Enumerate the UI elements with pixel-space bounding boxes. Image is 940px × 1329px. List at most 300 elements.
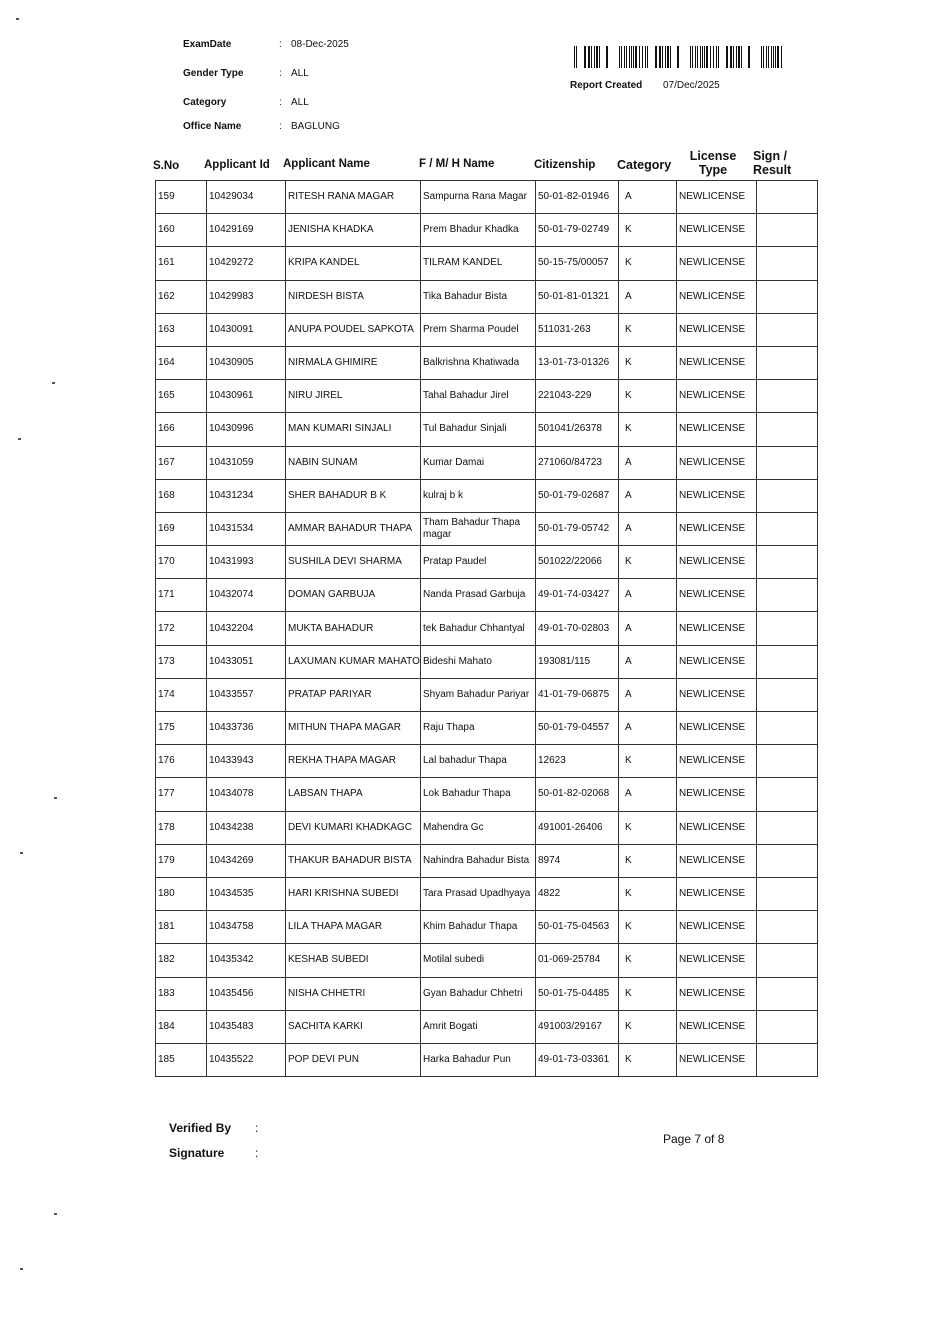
sno-cell: 174	[156, 678, 207, 711]
citizenship-cell: 12623	[536, 745, 619, 778]
sign-result-cell	[757, 313, 818, 346]
applicant-name-cell: KESHAB SUBEDI	[286, 944, 421, 977]
applicant-id-cell: 10430961	[207, 380, 286, 413]
license-type-cell: NEWLICENSE	[677, 181, 757, 214]
barcode-bar	[647, 46, 648, 68]
applicant-name-cell: NISHA CHHETRI	[286, 977, 421, 1010]
table-row	[156, 380, 818, 413]
applicant-name-cell: LABSAN THAPA	[286, 778, 421, 811]
applicant-id-cell: 10430996	[207, 413, 286, 446]
applicant-id-cell: 10431993	[207, 546, 286, 579]
citizenship-cell: 50-01-75-04563	[536, 911, 619, 944]
license-type-cell: NEWLICENSE	[677, 313, 757, 346]
license-type-cell: NEWLICENSE	[677, 247, 757, 280]
gender-type-field: Gender Type : ALL	[183, 68, 309, 79]
citizenship-cell: 491003/29167	[536, 1010, 619, 1043]
category-cell: A	[619, 579, 677, 612]
category-cell: A	[619, 446, 677, 479]
barcode-bar	[606, 46, 608, 68]
fmh-name-cell: Nanda Prasad Garbuja	[421, 579, 536, 612]
fmh-name-cell: Lal bahadur Thapa	[421, 745, 536, 778]
category-cell: A	[619, 612, 677, 645]
applicant-name-cell: POP DEVI PUN	[286, 1043, 421, 1076]
applicant-id-cell: 10435342	[207, 944, 286, 977]
barcode-bar	[662, 46, 663, 68]
category-cell: K	[619, 380, 677, 413]
applicant-id-cell: 10434078	[207, 778, 286, 811]
category-cell: K	[619, 745, 677, 778]
barcode-bar	[588, 46, 590, 68]
applicant-id-cell: 10434758	[207, 911, 286, 944]
table-row	[156, 811, 818, 844]
applicant-table	[155, 180, 818, 1077]
sign-result-cell	[757, 811, 818, 844]
table-row	[156, 712, 818, 745]
sno-cell: 180	[156, 877, 207, 910]
barcode-bar	[710, 46, 711, 68]
sno-cell: 182	[156, 944, 207, 977]
category-cell: A	[619, 778, 677, 811]
exam-date-value: 08-Dec-2025	[291, 39, 349, 50]
barcode-bar	[718, 46, 719, 68]
gender-type-value: ALL	[291, 68, 309, 79]
table-row	[156, 877, 818, 910]
table-row	[156, 911, 818, 944]
fmh-name-cell: Tika Bahadur Bista	[421, 280, 536, 313]
sign-result-cell	[757, 778, 818, 811]
citizenship-cell: 01-069-25784	[536, 944, 619, 977]
license-type-cell: NEWLICENSE	[677, 977, 757, 1010]
license-type-cell: NEWLICENSE	[677, 546, 757, 579]
license-type-cell: NEWLICENSE	[677, 512, 757, 545]
barcode-bar	[629, 46, 630, 68]
applicant-name-cell: LAXUMAN KUMAR MAHATO	[286, 645, 421, 678]
table-row	[156, 214, 818, 247]
sno-cell: 177	[156, 778, 207, 811]
applicant-id-cell: 10431059	[207, 446, 286, 479]
applicant-id-cell: 10430091	[207, 313, 286, 346]
citizenship-cell: 50-01-82-01946	[536, 181, 619, 214]
license-type-cell: NEWLICENSE	[677, 745, 757, 778]
table-row	[156, 181, 818, 214]
applicant-id-cell: 10433736	[207, 712, 286, 745]
barcode-bar	[639, 46, 640, 68]
citizenship-cell: 49-01-74-03427	[536, 579, 619, 612]
barcode-bar	[667, 46, 669, 68]
scan-speck	[20, 1268, 23, 1270]
applicant-name-cell: MITHUN THAPA MAGAR	[286, 712, 421, 745]
barcode-bar	[738, 46, 740, 68]
sign-result-cell	[757, 745, 818, 778]
citizenship-cell: 49-01-73-03361	[536, 1043, 619, 1076]
table-row	[156, 844, 818, 877]
applicant-id-cell: 10434269	[207, 844, 286, 877]
barcode	[574, 46, 785, 68]
sno-cell: 163	[156, 313, 207, 346]
fmh-name-cell: kulraj b k	[421, 479, 536, 512]
barcode-bar	[700, 46, 701, 68]
barcode-bar	[677, 46, 679, 68]
citizenship-cell: 501041/26378	[536, 413, 619, 446]
citizenship-cell: 50-01-79-02749	[536, 214, 619, 247]
applicant-id-cell: 10435456	[207, 977, 286, 1010]
fmh-name-cell: Nahindra Bahadur Bista	[421, 844, 536, 877]
table-row	[156, 944, 818, 977]
fmh-name-cell: Pratap Paudel	[421, 546, 536, 579]
fmh-name-cell: Motilal subedi	[421, 944, 536, 977]
fmh-name-cell: Sampurna Rana Magar	[421, 181, 536, 214]
barcode-bar	[584, 46, 586, 68]
barcode-bar	[631, 46, 632, 68]
citizenship-cell: 49-01-70-02803	[536, 612, 619, 645]
barcode-bar	[690, 46, 691, 68]
sign-result-cell	[757, 214, 818, 247]
applicant-id-cell: 10434238	[207, 811, 286, 844]
barcode-bar	[766, 46, 767, 68]
category-cell: A	[619, 678, 677, 711]
category-cell: K	[619, 546, 677, 579]
applicant-id-cell: 10429034	[207, 181, 286, 214]
fmh-name-cell: Harka Bahadur Pun	[421, 1043, 536, 1076]
applicant-name-cell: MAN KUMARI SINJALI	[286, 413, 421, 446]
license-type-cell: NEWLICENSE	[677, 579, 757, 612]
license-type-cell: NEWLICENSE	[677, 380, 757, 413]
applicant-name-cell: HARI KRISHNA SUBEDI	[286, 877, 421, 910]
sign-result-cell	[757, 712, 818, 745]
sign-result-cell	[757, 380, 818, 413]
category-cell: K	[619, 413, 677, 446]
sign-result-cell	[757, 911, 818, 944]
citizenship-cell: 50-01-82-02068	[536, 778, 619, 811]
barcode-bar	[702, 46, 703, 68]
category-cell: K	[619, 346, 677, 379]
sno-cell: 160	[156, 214, 207, 247]
barcode-bar	[692, 46, 693, 68]
fmh-name-cell: Lok Bahadur Thapa	[421, 778, 536, 811]
applicant-name-cell: ANUPA POUDEL SAPKOTA	[286, 313, 421, 346]
citizenship-cell: 50-01-81-01321	[536, 280, 619, 313]
category-cell: A	[619, 712, 677, 745]
signature-label: Signature	[169, 1146, 225, 1160]
exam-date-field: ExamDate : 08-Dec-2025	[183, 39, 349, 50]
citizenship-cell: 50-15-75/00057	[536, 247, 619, 280]
sno-cell: 171	[156, 579, 207, 612]
sno-cell: 161	[156, 247, 207, 280]
sign-result-cell	[757, 844, 818, 877]
col-header-applicant-id: Applicant Id	[204, 159, 270, 171]
license-type-cell: NEWLICENSE	[677, 612, 757, 645]
barcode-bar	[594, 46, 595, 68]
table-row	[156, 1043, 818, 1076]
report-created-label: Report Created	[570, 80, 643, 91]
category-cell: A	[619, 280, 677, 313]
barcode-bar	[773, 46, 774, 68]
applicant-name-cell: NIRDESH BISTA	[286, 280, 421, 313]
barcode-bar	[670, 46, 671, 68]
citizenship-cell: 4822	[536, 877, 619, 910]
sign-result-cell	[757, 977, 818, 1010]
office-name-label: Office Name	[183, 121, 242, 132]
barcode-bar	[781, 46, 782, 68]
fmh-name-cell: Gyan Bahadur Chhetri	[421, 977, 536, 1010]
license-type-cell: NEWLICENSE	[677, 1010, 757, 1043]
fmh-name-cell: Prem Sharma Poudel	[421, 313, 536, 346]
applicant-id-cell: 10430905	[207, 346, 286, 379]
license-type-cell: NEWLICENSE	[677, 446, 757, 479]
sign-result-cell	[757, 280, 818, 313]
barcode-bar	[777, 46, 779, 68]
license-type-cell: NEWLICENSE	[677, 944, 757, 977]
sno-cell: 159	[156, 181, 207, 214]
sign-result-cell	[757, 1043, 818, 1076]
applicant-id-cell: 10433051	[207, 645, 286, 678]
sign-result-cell	[757, 877, 818, 910]
citizenship-cell: 511031-263	[536, 313, 619, 346]
col-header-applicant-name: Applicant Name	[283, 158, 370, 170]
col-header-sign-result: Sign / Result	[753, 149, 792, 177]
applicant-name-cell: RITESH RANA MAGAR	[286, 181, 421, 214]
sno-cell: 169	[156, 512, 207, 545]
applicant-name-cell: REKHA THAPA MAGAR	[286, 745, 421, 778]
sign-result-cell	[757, 512, 818, 545]
category-cell: K	[619, 1010, 677, 1043]
signature: Signature :	[169, 1146, 259, 1160]
exam-date-label: ExamDate	[183, 39, 232, 50]
table-row	[156, 579, 818, 612]
fmh-name-cell: Khim Bahadur Thapa	[421, 911, 536, 944]
barcode-bar	[635, 46, 637, 68]
sno-cell: 166	[156, 413, 207, 446]
fmh-name-cell: Mahendra Gc	[421, 811, 536, 844]
barcode-bar	[733, 46, 734, 68]
barcode-bar	[633, 46, 634, 68]
fmh-name-cell: Raju Thapa	[421, 712, 536, 745]
applicant-name-cell: NIRMALA GHIMIRE	[286, 346, 421, 379]
category-cell: K	[619, 844, 677, 877]
license-type-cell: NEWLICENSE	[677, 811, 757, 844]
applicant-id-cell: 10432074	[207, 579, 286, 612]
applicant-name-cell: NIRU JIREL	[286, 380, 421, 413]
office-name-value: BAGLUNG	[291, 121, 340, 132]
applicant-id-cell: 10434535	[207, 877, 286, 910]
barcode-bar	[713, 46, 714, 68]
barcode-bar	[726, 46, 728, 68]
sno-cell: 173	[156, 645, 207, 678]
applicant-name-cell: SUSHILA DEVI SHARMA	[286, 546, 421, 579]
barcode-bar	[576, 46, 577, 68]
applicant-name-cell: DOMAN GARBUJA	[286, 579, 421, 612]
gender-type-label: Gender Type	[183, 68, 244, 79]
barcode-bar	[599, 46, 600, 68]
applicant-name-cell: AMMAR BAHADUR THAPA	[286, 512, 421, 545]
barcode-bar	[697, 46, 698, 68]
barcode-bar	[771, 46, 772, 68]
table-row	[156, 512, 818, 545]
sign-result-cell	[757, 346, 818, 379]
page-number: Page 7 of 8	[663, 1132, 725, 1146]
category-cell: K	[619, 247, 677, 280]
fmh-name-cell: Tahal Bahadur Jirel	[421, 380, 536, 413]
col-header-sno: S.No	[153, 160, 180, 172]
table-row	[156, 446, 818, 479]
barcode-bar	[665, 46, 666, 68]
sno-cell: 168	[156, 479, 207, 512]
barcode-bar	[645, 46, 646, 68]
col-header-license-type: License Type	[689, 149, 737, 177]
citizenship-cell: 193081/115	[536, 645, 619, 678]
scan-speck	[52, 382, 55, 384]
fmh-name-cell: Bideshi Mahato	[421, 645, 536, 678]
scan-speck	[16, 18, 19, 20]
citizenship-cell: 13-01-73-01326	[536, 346, 619, 379]
citizenship-cell: 41-01-79-06875	[536, 678, 619, 711]
scan-speck	[20, 852, 23, 854]
sno-cell: 181	[156, 911, 207, 944]
sno-cell: 176	[156, 745, 207, 778]
table-row	[156, 745, 818, 778]
barcode-bar	[624, 46, 625, 68]
category-cell: A	[619, 181, 677, 214]
fmh-name-cell: Shyam Bahadur Pariyar	[421, 678, 536, 711]
applicant-name-cell: SHER BAHADUR B K	[286, 479, 421, 512]
barcode-bar	[761, 46, 762, 68]
sign-result-cell	[757, 479, 818, 512]
barcode-bar	[642, 46, 643, 68]
category-field: Category : ALL	[183, 97, 309, 108]
applicant-id-cell: 10429272	[207, 247, 286, 280]
sign-result-cell	[757, 579, 818, 612]
table-row	[156, 546, 818, 579]
barcode-bar	[655, 46, 657, 68]
barcode-bar	[619, 46, 620, 68]
license-type-cell: NEWLICENSE	[677, 844, 757, 877]
sno-cell: 183	[156, 977, 207, 1010]
sno-cell: 172	[156, 612, 207, 645]
license-type-cell: NEWLICENSE	[677, 346, 757, 379]
sign-result-cell	[757, 446, 818, 479]
applicant-name-cell: DEVI KUMARI KHADKAGC	[286, 811, 421, 844]
applicant-id-cell: 10432204	[207, 612, 286, 645]
sno-cell: 179	[156, 844, 207, 877]
sign-result-cell	[757, 678, 818, 711]
col-header-fmh-name: F / M/ H Name	[419, 158, 495, 170]
sno-cell: 162	[156, 280, 207, 313]
sno-cell: 175	[156, 712, 207, 745]
citizenship-cell: 271060/84723	[536, 446, 619, 479]
license-type-cell: NEWLICENSE	[677, 280, 757, 313]
applicant-name-cell: PRATAP PARIYAR	[286, 678, 421, 711]
license-type-cell: NEWLICENSE	[677, 214, 757, 247]
sno-cell: 170	[156, 546, 207, 579]
applicant-id-cell: 10429169	[207, 214, 286, 247]
sign-result-cell	[757, 247, 818, 280]
category-cell: K	[619, 313, 677, 346]
sign-result-cell	[757, 645, 818, 678]
barcode-bar	[591, 46, 592, 68]
license-type-cell: NEWLICENSE	[677, 778, 757, 811]
category-cell: A	[619, 512, 677, 545]
category-label: Category	[183, 97, 227, 108]
category-cell: K	[619, 811, 677, 844]
license-type-cell: NEWLICENSE	[677, 712, 757, 745]
applicant-name-cell: SACHITA KARKI	[286, 1010, 421, 1043]
barcode-bar	[741, 46, 742, 68]
barcode-bar	[736, 46, 737, 68]
fmh-name-cell: Balkrishna Khatiwada	[421, 346, 536, 379]
table-row	[156, 413, 818, 446]
category-cell: A	[619, 479, 677, 512]
citizenship-cell: 8974	[536, 844, 619, 877]
table-row	[156, 1010, 818, 1043]
sno-cell: 164	[156, 346, 207, 379]
col-header-category: Category	[617, 158, 672, 172]
sign-result-cell	[757, 612, 818, 645]
category-cell: K	[619, 1043, 677, 1076]
applicant-id-cell: 10435522	[207, 1043, 286, 1076]
sno-cell: 185	[156, 1043, 207, 1076]
report-created	[570, 80, 720, 91]
scan-speck	[54, 1213, 57, 1215]
license-type-cell: NEWLICENSE	[677, 1043, 757, 1076]
sign-result-cell	[757, 413, 818, 446]
barcode-bar	[768, 46, 769, 68]
fmh-name-cell: Tul Bahadur Sinjali	[421, 413, 536, 446]
table-row	[156, 479, 818, 512]
citizenship-cell: 50-01-79-02687	[536, 479, 619, 512]
sno-cell: 178	[156, 811, 207, 844]
applicant-name-cell: KRIPA KANDEL	[286, 247, 421, 280]
applicant-id-cell: 10429983	[207, 280, 286, 313]
citizenship-cell: 50-01-75-04485	[536, 977, 619, 1010]
scan-speck	[18, 438, 21, 440]
barcode-bar	[659, 46, 661, 68]
barcode-bar	[716, 46, 717, 68]
barcode-bar	[748, 46, 750, 68]
sign-result-cell	[757, 1010, 818, 1043]
barcode-bar	[704, 46, 705, 68]
applicant-id-cell: 10431534	[207, 512, 286, 545]
sign-result-cell	[757, 944, 818, 977]
citizenship-cell: 491001-26406	[536, 811, 619, 844]
citizenship-cell: 50-01-79-05742	[536, 512, 619, 545]
fmh-name-cell: Tara Prasad Upadhyaya	[421, 877, 536, 910]
category-cell: A	[619, 645, 677, 678]
table-row	[156, 346, 818, 379]
barcode-bar	[621, 46, 622, 68]
license-type-cell: NEWLICENSE	[677, 413, 757, 446]
applicant-id-cell: 10433943	[207, 745, 286, 778]
fmh-name-cell: Amrit Bogati	[421, 1010, 536, 1043]
barcode-bar	[626, 46, 627, 68]
barcode-bar	[775, 46, 776, 68]
applicant-name-cell: NABIN SUNAM	[286, 446, 421, 479]
table-row	[156, 645, 818, 678]
applicant-name-cell: JENISHA KHADKA	[286, 214, 421, 247]
license-type-cell: NEWLICENSE	[677, 678, 757, 711]
applicant-name-cell: LILA THAPA MAGAR	[286, 911, 421, 944]
category-value: ALL	[291, 97, 309, 108]
citizenship-cell: 221043-229	[536, 380, 619, 413]
table-row	[156, 280, 818, 313]
barcode-bar	[574, 46, 575, 68]
table-row	[156, 977, 818, 1010]
sign-result-cell	[757, 181, 818, 214]
license-type-cell: NEWLICENSE	[677, 911, 757, 944]
barcode-bar	[706, 46, 708, 68]
fmh-name-cell: Tham Bahadur Thapa magar	[421, 512, 536, 545]
sno-cell: 165	[156, 380, 207, 413]
sno-cell: 167	[156, 446, 207, 479]
